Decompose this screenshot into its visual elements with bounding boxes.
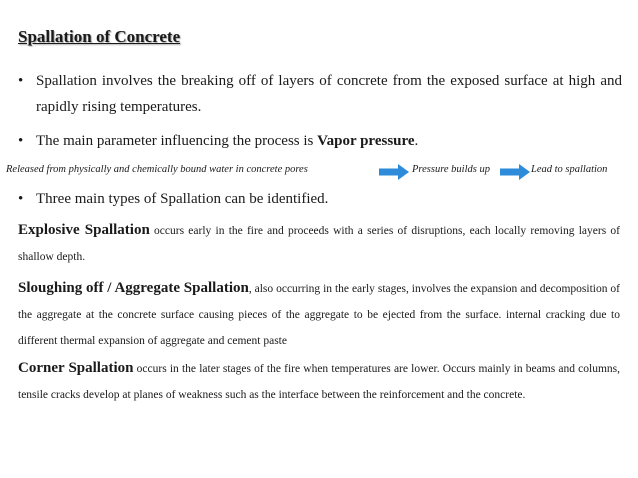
bullet-text-bold: Vapor pressure — [317, 133, 415, 149]
bullet-dot: • — [18, 73, 24, 89]
type-description: occurs early in the fire and proceeds with a series of disruptions, each locally removing layers of shallow depth. — [18, 225, 620, 263]
flow-arrow-right-icon — [500, 164, 530, 180]
type-corner-spallation — [18, 355, 620, 408]
type-description: occurs in the later stages of the fire when temperatures are lower. Occurs mainly in beams and columns, tensile cracks develop at planes of weakness such as the interface between the reinforcement and the concrete. — [18, 363, 620, 401]
bullet-spallation-definition — [18, 68, 622, 120]
flow-arrow-right-icon — [379, 164, 409, 180]
type-explosive-spallation — [18, 217, 620, 270]
bullet-text: Spallation involves the breaking off of layers of concrete from the exposed surface at high and rapidly rising temperatures. — [36, 73, 622, 115]
bullet-text-pre: The main parameter influencing the process is — [36, 133, 318, 149]
bullet-main-parameter — [18, 128, 622, 154]
type-name: Sloughing off / Aggregate Spallation — [18, 280, 249, 296]
bullet-text: Three main types of Spallation can be identified. — [36, 191, 329, 207]
bullet-dot: • — [18, 133, 24, 149]
type-aggregate-spallation — [18, 275, 620, 354]
bullet-text-post: . — [414, 133, 419, 149]
slide-title: Spallation of Concrete — [18, 27, 181, 46]
type-name: Corner Spallation — [18, 360, 134, 376]
flow-step-spallation: Lead to spallation — [531, 164, 608, 175]
flow-step-pressure: Pressure builds up — [412, 164, 490, 175]
flow-step-released: Released from physically and chemically bound water in concrete pores — [6, 164, 308, 175]
bullet-text — [36, 128, 622, 154]
type-description: , also occurring in the early stages, involves the expansion and decomposition of the aggregate at the concrete surface causing pieces of the aggregate to be ejected from the surface. internal cracking due to different thermal expansion of aggregate and cement paste — [18, 283, 620, 347]
bullet-three-types — [18, 186, 622, 212]
bullet-dot: • — [18, 191, 24, 207]
process-flow — [6, 164, 634, 180]
type-name: Explosive Spallation — [18, 222, 150, 238]
